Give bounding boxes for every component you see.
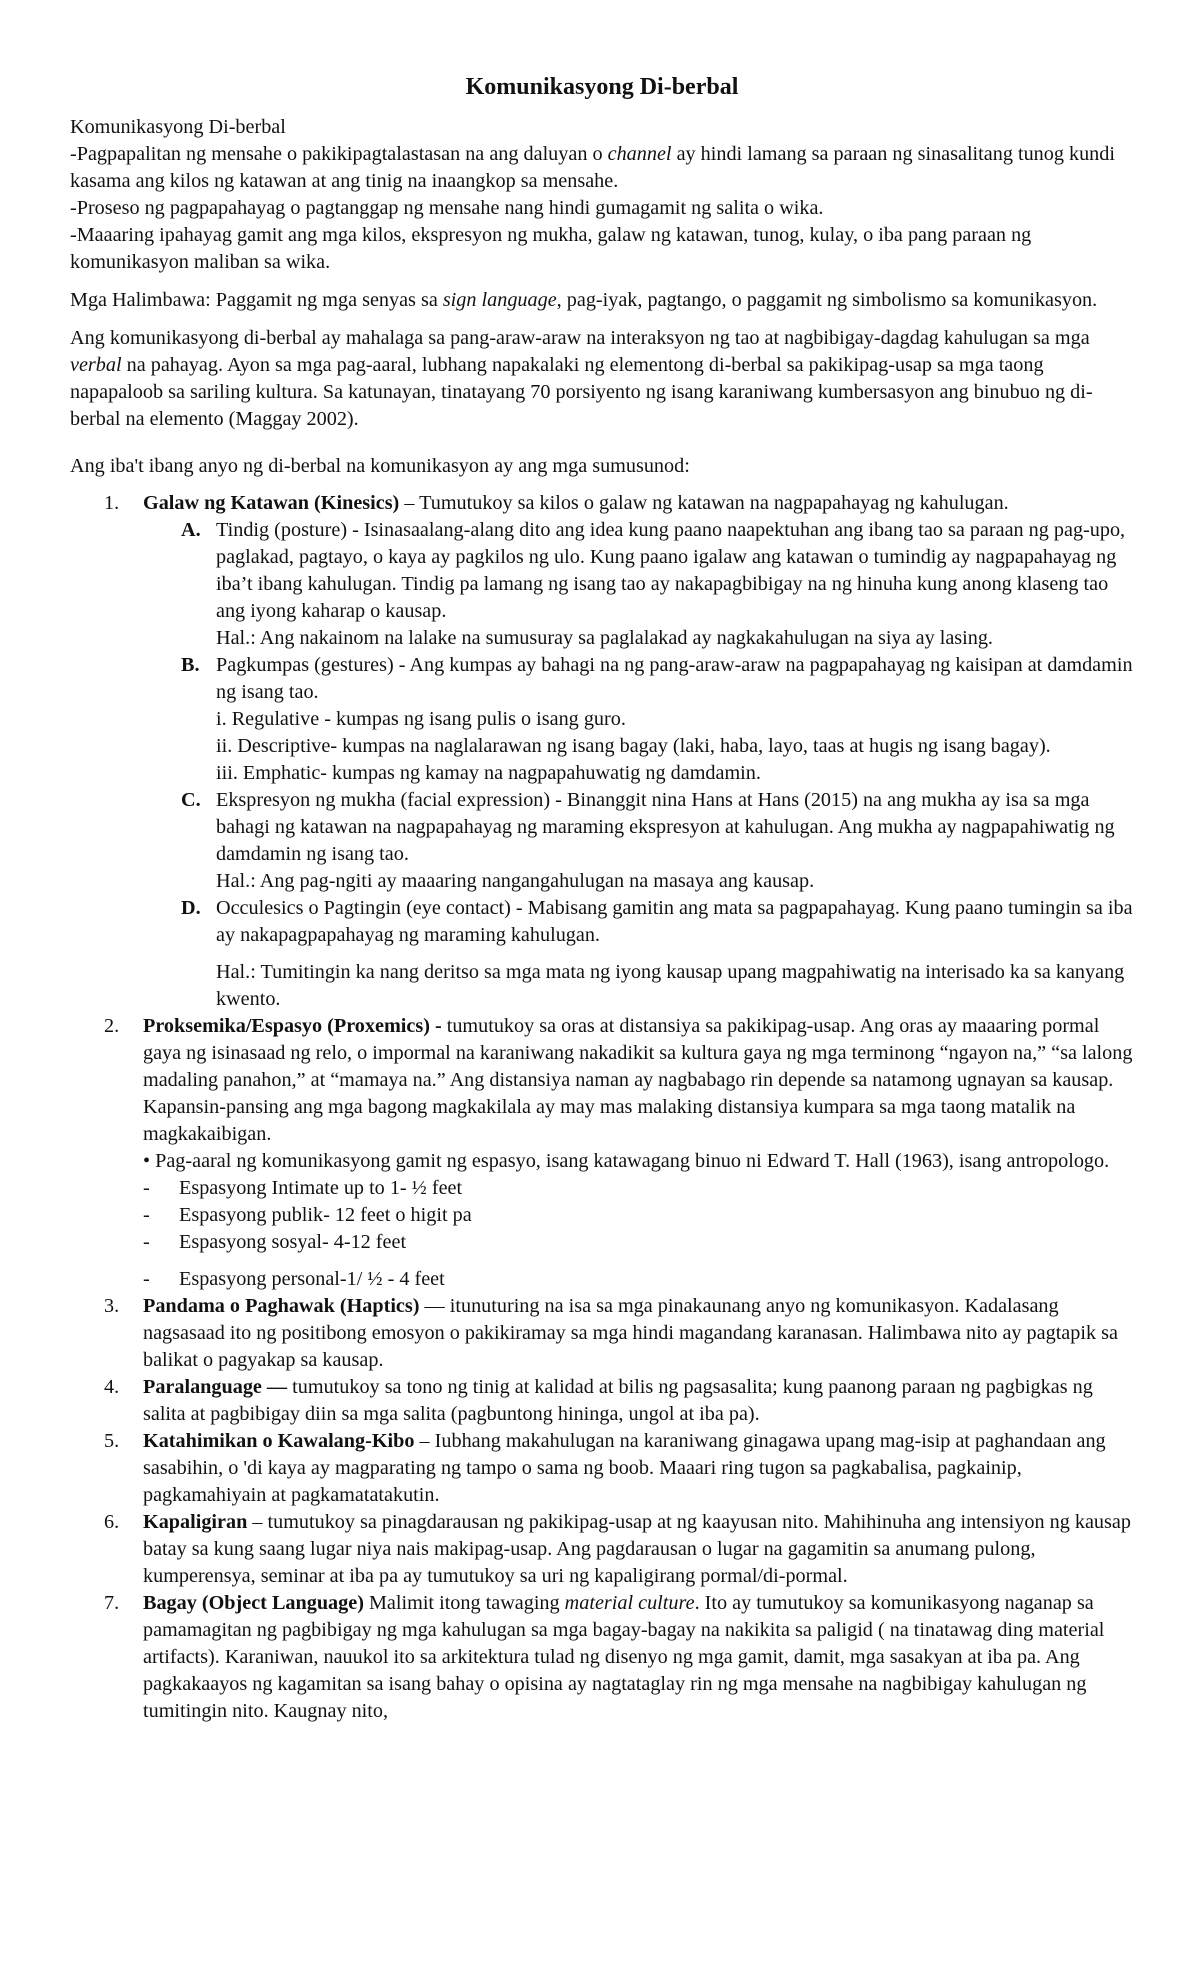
sub-item-gestures <box>143 652 1134 787</box>
intro-definition-1 <box>70 141 1134 195</box>
proxemics-bullet: • Pag-aaral ng komunikasyong gamit ng espasyo, isang katawagang binuo ni Edward T. Hall (1963), isang antropologo. <box>143 1150 1110 1172</box>
list-term: Galaw ng Katawan (Kinesics) <box>143 492 400 514</box>
list-desc-b: . Ito ay tumutukoy sa komunikasyong naganap sa pamamagitan ng pagbibigay ng mga kahulugan sa mga bagay-bagay na nakikita sa paligid ( na tinatawag ding material artifacts). Karaniwan, nauukol ito sa arkitektura tulad ng disenyo ng mga gamit, damit, mga sasakyan at iba pa. Ang pagkakaayos ng kagamitan sa isang bahay o opisina ay nagtataglay rin ng mga mensahe na nagbibigay kahulugan ng tumitingin nito. Kaugnay nito, <box>143 1592 1105 1722</box>
sub-letter: B. <box>181 654 200 676</box>
kinesics-sublist <box>143 517 1134 1013</box>
list-number: 7. <box>104 1592 120 1614</box>
sub-text: Occulesics o Pagtingin (eye contact) - Mabisang gamitin ang mata sa pagpapahayag. Kung paano tumingin sa iba ay nakapagpapahayag ng maraming kahulugan. <box>216 897 1133 946</box>
list-desc: — itunuturing na isa sa mga pinakaunang anyo ng komunikasyon. Kadalasang nagsasaad ito ng positibong emosyon o pakikiramay sa mga hindi magandang karanasan. Halimbawa nito ay pagtapik sa balikat o pagyakap sa kausap. <box>143 1295 1118 1371</box>
sub-text: Ekspresyon ng mukha (facial expression) - Binanggit nina Hans at Hans (2015) na ang mukha ay isa sa mga bahagi ng katawan na nagpapahayag ng maraming ekspresyon at kahulugan. Ang mukha ay nagpapahiwatig ng damdamin ng isang tao. <box>216 789 1115 865</box>
space-intimate <box>143 1175 1134 1202</box>
space-public <box>143 1202 1134 1229</box>
gesture-type-descriptive: ii. Descriptive- kumpas na naglalarawan ng isang bagay (laki, haba, layo, taas at hugis ng isang bagay). <box>216 735 1051 757</box>
list-number: 4. <box>104 1376 120 1398</box>
list-desc-a: Malimit itong tawaging <box>363 1592 565 1614</box>
list-desc: – Tumutukoy sa kilos o galaw ng katawan na nagpapahayag ng kahulugan. <box>399 492 1009 514</box>
intro-definition-2: -Proseso ng pagpapahayag o pagtanggap ng mensahe nang hindi gumagamit ng salita o wika. <box>70 197 824 219</box>
forms-intro: Ang iba't ibang anyo ng di-berbal na komunikasyon ay ang mga sumusunod: <box>70 455 690 477</box>
list-number: 2. <box>104 1015 120 1037</box>
list-item-object-language <box>70 1590 1134 1725</box>
list-item-kinesics <box>70 490 1134 1013</box>
list-desc: – Iubhang makahulugan na karaniwang ginagawa upang mag-isip at paghandaan ang sasabihin, o 'di kaya ay magparating ng tampo o sama ng boob. Maaari ring tugon sa pagkabalisa, pagkainip, pagkamahiyain at pagkamatatakutin. <box>143 1430 1106 1506</box>
list-emphasis: material culture <box>564 1592 695 1614</box>
list-number: 5. <box>104 1430 120 1452</box>
sub-letter: D. <box>181 897 201 919</box>
forms-list <box>70 490 1134 1725</box>
list-item-paralanguage <box>70 1374 1134 1428</box>
gesture-type-regulative: i. Regulative - kumpas ng isang pulis o isang guro. <box>216 708 626 730</box>
dash-marker: - <box>143 1231 150 1253</box>
sub-item-posture <box>143 517 1134 652</box>
intro-definition-1-emphasis: channel <box>607 143 672 165</box>
importance-emphasis: verbal <box>70 354 122 376</box>
intro-definition-1-text-a: -Pagpapalitan ng mensahe o pakikipagtalastasan na ang daluyan o <box>70 143 608 165</box>
list-number: 1. <box>104 492 120 514</box>
sub-example: Hal.: Ang pag-ngiti ay maaaring nangangahulugan na masaya ang kausap. <box>216 870 815 892</box>
list-term: Proksemika/Espasyo (Proxemics) - <box>143 1015 442 1037</box>
sub-text: Tindig (posture) - Isinasaalang-alang dito ang idea kung paano naapektuhan ang ibang tao sa paraan ng pag-upo, paglakad, pagtayo, o kaya ay pagkilos ng ulo. Kung paano igalaw ang katawan o tumindig ay nagpapahayag ng iba’t ibang kahulugan. Tindig pa lamang ng isang tao ay nakapagbibigay na ng hinuha kung anong klaseng tao ang iyong kaharap o kausap. <box>216 519 1126 622</box>
list-number: 3. <box>104 1295 120 1317</box>
space-text: Espasyong Intimate up to 1- ½ feet <box>179 1177 463 1199</box>
list-term: Paralanguage — <box>143 1376 288 1398</box>
sub-letter: A. <box>181 519 201 541</box>
sub-item-eye-contact <box>143 895 1134 1013</box>
importance-text-b: na pahayag. Ayon sa mga pag-aaral, lubhang napakalaki ng elementong di-berbal sa pakikipag-usap sa mga taong napapaloob sa sariling kultura. Sa katunayan, tinatayang 70 porsiyento ng isang karaniwang kumbersasyon ang binubuo ng di-berbal na elemento (Maggay 2002). <box>70 354 1093 430</box>
examples-paragraph <box>70 287 1134 314</box>
sub-letter: C. <box>181 789 201 811</box>
gesture-type-emphatic: iii. Emphatic- kumpas ng kamay na nagpapahuwatig ng damdamin. <box>216 762 761 784</box>
examples-emphasis: sign language <box>442 289 557 311</box>
importance-paragraph <box>70 325 1134 433</box>
sub-example: Hal.: Ang nakainom na lalake na sumusuray sa paglalakad ay nagkakahulugan na siya ay lasing. <box>216 627 993 649</box>
list-desc: tumutukoy sa oras at distansiya sa pakikipag-usap. Ang oras ay maaaring pormal gaya ng isinasaad ng relo, o impormal na karaniwang nakadikit sa kultura gaya ng mga terminong “ngayon na,” “sa lalong madaling panahon,” at “mamaya na.” Ang distansiya naman ay nagbabago rin depende sa natamong ugnayan sa kausap. Kapansin-pansing ang mga bagong magkakilala ay may mas malaking distansiya kumpara sa mga taong matalik na magkakaibigan. <box>143 1015 1133 1145</box>
sub-text: Pagkumpas (gestures) - Ang kumpas ay bahagi na ng pang-araw-araw na pagpapahayag ng kaisipan at damdamin ng isang tao. <box>216 654 1133 703</box>
dash-marker: - <box>143 1204 150 1226</box>
sub-example: Hal.: Tumitingin ka nang deritso sa mga mata ng iyong kausap upang magpahiwatig na interisado ka sa kanyang kwento. <box>216 961 1125 1010</box>
space-personal <box>143 1266 1134 1293</box>
importance-text-a: Ang komunikasyong di-berbal ay mahalaga sa pang-araw-araw na interaksyon ng tao at nagbibigay-dagdag kahulugan sa mga <box>70 327 1090 349</box>
examples-text-a: Mga Halimbawa: Paggamit ng mga senyas sa <box>70 289 443 311</box>
sub-item-facial-expression <box>143 787 1134 895</box>
space-text: Espasyong publik- 12 feet o higit pa <box>179 1204 472 1226</box>
list-term: Katahimikan o Kawalang-Kibo <box>143 1430 415 1452</box>
space-social <box>143 1229 1134 1256</box>
space-text: Espasyong sosyal- 4-12 feet <box>179 1231 407 1253</box>
list-desc: tumutukoy sa tono ng tinig at kalidad at bilis ng pagsasalita; kung paanong paraan ng pagbigkas ng salita at pagbibigay diin sa mga salita (pagbuntong hininga, ungol at iba pa). <box>143 1376 1093 1425</box>
space-text: Espasyong personal-1/ ½ - 4 feet <box>179 1268 445 1290</box>
list-term: Pandama o Paghawak (Haptics) <box>143 1295 420 1317</box>
dash-marker: - <box>143 1177 150 1199</box>
dash-marker: - <box>143 1268 150 1290</box>
list-term: Kapaligiran <box>143 1511 248 1533</box>
intro-heading: Komunikasyong Di-berbal <box>70 116 286 138</box>
intro-definition-1-text-b: ay hindi lamang sa paraan ng sinasalitang tunog kundi kasama ang kilos ng katawan at ang tinig na inaangkop sa mensahe. <box>70 143 1115 192</box>
list-item-silence <box>70 1428 1134 1509</box>
list-item-haptics <box>70 1293 1134 1374</box>
list-item-environment <box>70 1509 1134 1590</box>
list-term: Bagay (Object Language) <box>143 1592 364 1614</box>
intro-definition-3: -Maaaring ipahayag gamit ang mga kilos, ekspresyon ng mukha, galaw ng katawan, tunog, kulay, o iba pang paraan ng komunikasyon maliban sa wika. <box>70 224 1032 273</box>
list-desc: – tumutukoy sa pinagdarausan ng pakikipag-usap at ng kaayusan nito. Mahihinuha ang intensiyon ng kausap batay sa kung saang lugar niya nais makipag-usap. Ang pagdarausan o lugar na gagamitin sa anumang pulong, kumperensya, seminar at iba pa ay tumutukoy sa uri ng kapaligirang pormal/di-pormal. <box>143 1511 1131 1587</box>
list-number: 6. <box>104 1511 120 1533</box>
list-item-proxemics <box>70 1013 1134 1293</box>
examples-text-b: , pag-iyak, pagtango, o paggamit ng simbolismo sa komunikasyon. <box>556 289 1098 311</box>
document-title: Komunikasyong Di-berbal <box>465 74 739 100</box>
